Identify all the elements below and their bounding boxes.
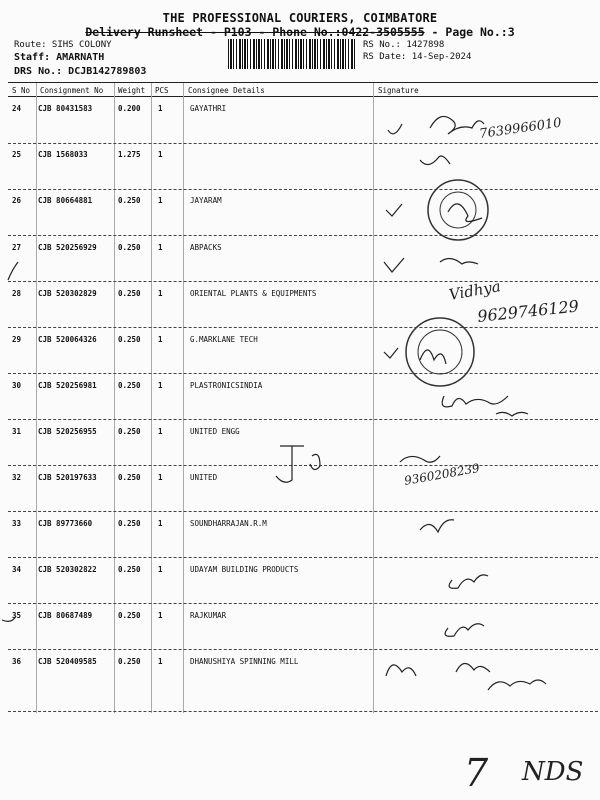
runsheet-subtitle-struck: Delivery Runsheet - P103 - Phone No.:0422-3505555	[85, 25, 425, 39]
signature-mark	[386, 663, 546, 690]
company-stamp	[428, 180, 488, 240]
row-sno: 36	[12, 657, 22, 666]
row-weight: 0.200	[118, 104, 141, 113]
row-sno: 24	[12, 104, 22, 113]
row-sno: 25	[12, 150, 22, 159]
col-weight: Weight	[118, 86, 146, 95]
row-consignee: SOUNDHARRAJAN.R.M	[190, 519, 267, 528]
row-weight: 0.250	[118, 657, 141, 666]
row-consignment: CJB 520197633	[38, 473, 97, 482]
col-sno: S No	[12, 86, 31, 95]
row-consignee: RAJKUMAR	[190, 611, 227, 620]
row-consignment: CJB 89773660	[38, 519, 93, 528]
row-sno: 28	[12, 289, 22, 298]
rs-number: RS No.: 1427898	[363, 40, 445, 50]
row-pcs: 1	[158, 473, 163, 482]
signature-mark	[420, 520, 454, 532]
row-consignment: CJB 1568033	[38, 150, 88, 159]
row-pcs: 1	[158, 427, 163, 436]
row-sno: 26	[12, 196, 22, 205]
row-consignment: CJB 520256981	[38, 381, 97, 390]
margin-mark	[8, 262, 18, 280]
row-pcs: 1	[158, 150, 163, 159]
handwritten-count: 7	[464, 751, 489, 795]
handwritten-phone: 7639966010	[478, 115, 563, 142]
row-sno: 32	[12, 473, 22, 482]
row-weight: 0.250	[118, 243, 141, 252]
rs-date: RS Date: 14-Sep-2024	[363, 52, 472, 62]
row-sno: 29	[12, 335, 22, 344]
row-pcs: 1	[158, 335, 163, 344]
row-weight: 0.250	[118, 427, 141, 436]
drs-number: DRS No.: DCJB142789803	[14, 66, 147, 77]
company-stamp-inner	[440, 192, 476, 228]
row-weight: 0.250	[118, 519, 141, 528]
row-weight: 0.250	[118, 335, 141, 344]
row-weight: 0.250	[118, 196, 141, 205]
page-number: - Page No.:3	[424, 25, 515, 39]
row-consignment: CJB 520409585	[38, 657, 97, 666]
row-sno: 31	[12, 427, 22, 436]
row-consignee: G.MARKLANE TECH	[190, 335, 258, 344]
signature-mark	[384, 348, 446, 364]
staff-name: AMARNATH	[56, 52, 105, 63]
row-pcs: 1	[158, 104, 163, 113]
row-pcs: 1	[158, 243, 163, 252]
handwritten-phone: 9629746129	[476, 296, 580, 326]
signature-mark	[420, 156, 450, 165]
company-stamp	[406, 318, 474, 386]
col-pcs: PCS	[155, 86, 169, 95]
row-weight: 0.250	[118, 289, 141, 298]
row-pcs: 1	[158, 611, 163, 620]
row-consignee: GAYATHRI	[190, 104, 227, 113]
row-pcs: 1	[158, 289, 163, 298]
col-consignment: Consignment No	[40, 86, 104, 95]
row-consignment: CJB 520256955	[38, 427, 97, 436]
row-sno: 35	[12, 611, 22, 620]
row-pcs: 1	[158, 657, 163, 666]
row-pcs: 1	[158, 196, 163, 205]
row-pcs: 1	[158, 519, 163, 528]
row-sno: 30	[12, 381, 22, 390]
row-consignment: CJB 80431583	[38, 104, 93, 113]
staff-label: Staff:	[14, 52, 51, 63]
row-sno: 27	[12, 243, 22, 252]
route-label: Route: SIHS COLONY	[14, 40, 112, 50]
row-consignment: CJB 520302822	[38, 565, 97, 574]
row-consignment: CJB 520064326	[38, 335, 97, 344]
row-pcs: 1	[158, 381, 163, 390]
signature-mark	[400, 456, 440, 462]
signature-mark	[442, 396, 528, 416]
signature-mark	[449, 575, 488, 588]
row-pcs: 1	[158, 565, 163, 574]
row-consignee: UNITED ENGG	[190, 427, 240, 436]
row-sno: 34	[12, 565, 22, 574]
row-consignee: UNITED	[190, 473, 218, 482]
margin-mark	[2, 616, 16, 621]
row-consignee: PLASTRONICSINDIA	[190, 381, 263, 390]
row-consignee: UDAYAM BUILDING PRODUCTS	[190, 565, 299, 574]
col-consignee: Consignee Details	[188, 86, 265, 95]
row-weight: 1.275	[118, 150, 141, 159]
row-consignment: CJB 520256929	[38, 243, 97, 252]
col-signature: Signature	[378, 86, 419, 95]
signature-mark	[388, 116, 484, 134]
handwritten-phone: 9360208239	[403, 460, 481, 488]
row-weight: 0.250	[118, 381, 141, 390]
row-consignee: ORIENTAL PLANTS & EQUIPMENTS	[190, 289, 317, 298]
row-consignment: CJB 520302829	[38, 289, 97, 298]
signature-mark	[276, 446, 320, 482]
row-consignee: DHANUSHIYA SPINNING MILL	[190, 657, 299, 666]
signature-mark	[384, 258, 478, 272]
row-consignee: JAYARAM	[190, 196, 222, 205]
handwritten-name: Vidhya	[447, 277, 502, 304]
row-weight: 0.250	[118, 611, 141, 620]
row-consignment: CJB 80687489	[38, 611, 93, 620]
row-weight: 0.250	[118, 473, 141, 482]
row-sno: 33	[12, 519, 22, 528]
row-consignment: CJB 80664881	[38, 196, 93, 205]
signature-mark	[386, 204, 482, 222]
handwritten-code: NDS	[522, 757, 584, 787]
row-consignee: ABPACKS	[190, 243, 222, 252]
document-title: THE PROFESSIONAL COURIERS, COIMBATORE	[162, 11, 438, 25]
signature-mark	[445, 624, 484, 637]
row-weight: 0.250	[118, 565, 141, 574]
